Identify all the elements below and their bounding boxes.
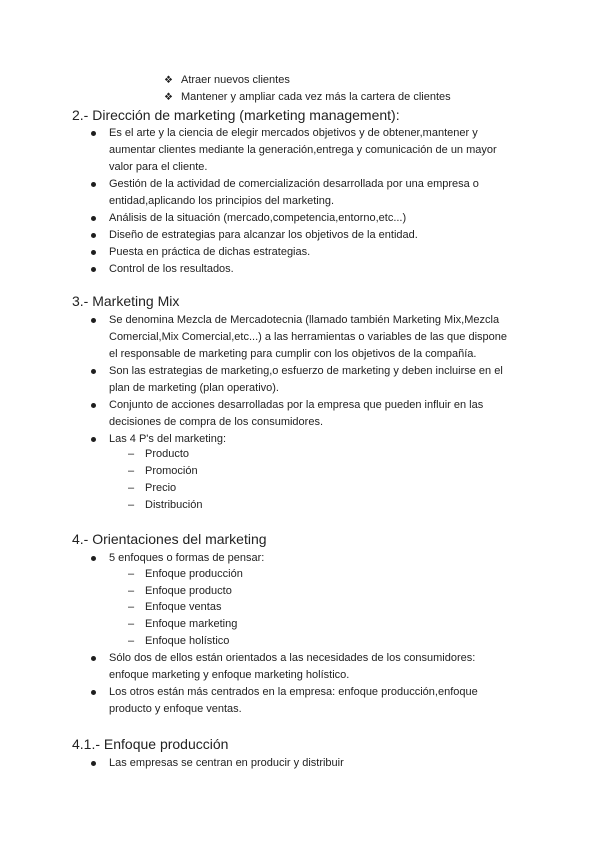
list-item-text: aumentar clientes mediante la generación,entrega y comunicación de un mayor xyxy=(109,144,497,156)
list-item-text: Conjunto de acciones desarrolladas por la empresa que pueden influir en las xyxy=(109,399,484,411)
list-item-text: Puesta en práctica de dichas estrategias. xyxy=(109,246,311,258)
sub-item-text: Enfoque marketing xyxy=(145,618,238,630)
list-item-text: Se denomina Mezcla de Mercadotecnia (llamado también Marketing Mix,Mezcla xyxy=(109,314,500,326)
list-item-text: Las 4 P's del marketing: xyxy=(109,433,227,445)
sub-item-text: Enfoque producto xyxy=(145,585,232,597)
sub-item-text: Promoción xyxy=(145,465,198,477)
bullet-icon xyxy=(91,182,96,187)
list-item-text: entidad,aplicando los principios del marketing. xyxy=(109,195,335,207)
list-item-text: Las empresas se centran en producir y distribuir xyxy=(109,757,344,769)
list-item-text: 5 enfoques o formas de pensar: xyxy=(109,552,265,564)
bullet-icon xyxy=(91,318,96,323)
bullet-icon xyxy=(91,690,96,695)
list-item-text: Comercial,Mix Comercial,etc...) a las herramientas o variables de las que dispone xyxy=(109,331,508,343)
dash-bullet-icon: – xyxy=(128,635,135,647)
bullet-icon xyxy=(91,437,96,442)
list-item-text: Sólo dos de ellos están orientados a las necesidades de los consumidores: xyxy=(109,652,476,664)
bullet-icon xyxy=(91,250,96,255)
list-item-text: plan de marketing (plan operativo). xyxy=(109,382,279,394)
dash-bullet-icon: – xyxy=(128,618,135,630)
list-item-text: Análisis de la situación (mercado,competencia,entorno,etc...) xyxy=(109,212,407,224)
list-item-text: Gestión de la actividad de comercialización desarrollada por una empresa o xyxy=(109,178,479,190)
sub-item-text: Distribución xyxy=(145,499,203,511)
dash-bullet-icon: – xyxy=(128,465,135,477)
list-item-text: Diseño de estrategias para alcanzar los objetivos de la entidad. xyxy=(109,229,418,241)
dash-bullet-icon: – xyxy=(128,601,135,613)
dash-bullet-icon: – xyxy=(128,482,135,494)
bullet-icon xyxy=(91,131,96,136)
list-item-text: Los otros están más centrados en la empresa: enfoque producción,enfoque xyxy=(109,686,478,698)
dash-bullet-icon: – xyxy=(128,585,135,597)
sub-item-text: Precio xyxy=(145,482,177,494)
section-heading: 4.1.- Enfoque producción xyxy=(72,736,229,752)
bullet-icon xyxy=(91,369,96,374)
dash-bullet-icon: – xyxy=(128,568,135,580)
list-item-text: Control de los resultados. xyxy=(109,263,234,275)
list-item-text: Es el arte y la ciencia de elegir mercados objetivos y de obtener,mantener y xyxy=(109,127,478,139)
bullet-icon xyxy=(91,267,96,272)
list-item-text: el responsable de marketing para cumplir con los objetivos de la compañía. xyxy=(109,348,477,360)
bullet-icon xyxy=(91,761,96,766)
list-item-text: producto y enfoque ventas. xyxy=(109,703,242,715)
dash-bullet-icon: – xyxy=(128,448,135,460)
intro-bullet-text: Mantener y ampliar cada vez más la cartera de clientes xyxy=(181,91,451,103)
bullet-icon xyxy=(91,556,96,561)
sub-item-text: Enfoque ventas xyxy=(145,601,222,613)
section-heading: 4.- Orientaciones del marketing xyxy=(72,531,267,547)
list-item-text: valor para el cliente. xyxy=(109,161,208,173)
bullet-icon xyxy=(91,656,96,661)
list-item-text: enfoque marketing y enfoque marketing holístico. xyxy=(109,669,350,681)
section-heading: 3.- Marketing Mix xyxy=(72,293,180,309)
bullet-icon xyxy=(91,403,96,408)
sub-item-text: Enfoque producción xyxy=(145,568,243,580)
bullet-icon xyxy=(91,216,96,221)
sub-item-text: Producto xyxy=(145,448,190,460)
sub-item-text: Enfoque holístico xyxy=(145,635,230,647)
section-heading: 2.- Dirección de marketing (marketing management): xyxy=(72,107,400,123)
diamond-bullet-icon: ❖ xyxy=(164,92,173,103)
dash-bullet-icon: – xyxy=(128,499,135,511)
intro-bullet-text: Atraer nuevos clientes xyxy=(181,74,290,86)
list-item-text: decisiones de compra de los consumidores. xyxy=(109,416,324,428)
bullet-icon xyxy=(91,233,96,238)
list-item-text: Son las estrategias de marketing,o esfuerzo de marketing y deben incluirse en el xyxy=(109,365,503,377)
diamond-bullet-icon: ❖ xyxy=(164,75,173,86)
